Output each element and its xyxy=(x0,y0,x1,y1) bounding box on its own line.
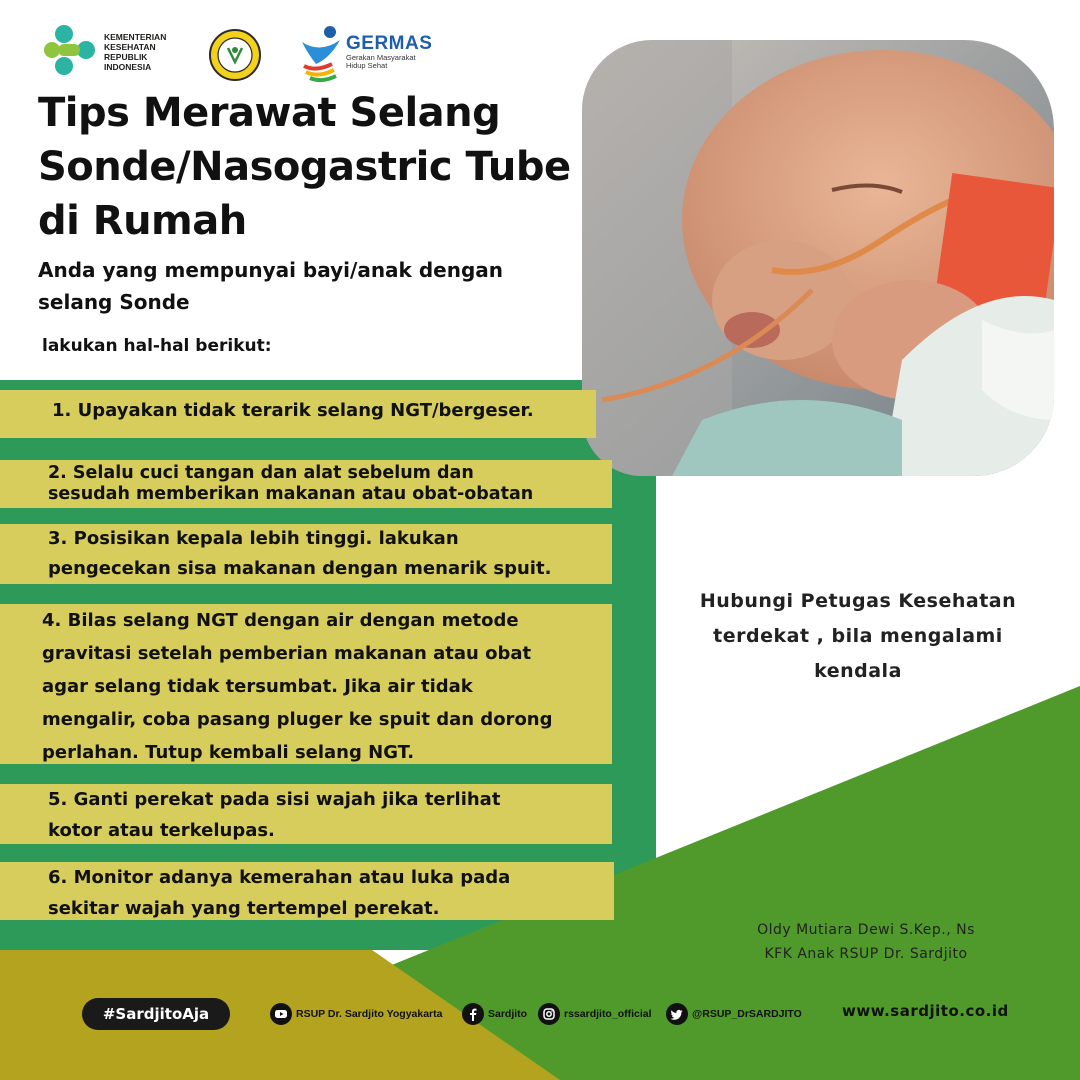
germas-figure-icon xyxy=(296,24,346,84)
title-line: Sonde/Nasogastric Tube xyxy=(38,144,571,190)
website-link[interactable]: www.sardjito.co.id xyxy=(842,1002,1009,1020)
germas-wordmark: GERMAS Gerakan Masyarakat Hidup Sehat xyxy=(346,33,433,70)
page-title xyxy=(38,86,598,248)
facebook-link[interactable]: Sardjito xyxy=(462,1002,527,1026)
tip-item-4: 4. Bilas selang NGT dengan air dengan metode gravitasi setelah pemberian makanan atau obat agar selang tidak tersumbat. Jika air tidak mengalir, coba pasang pluger ke spuit dan dorong perlahan. Tutup kembali selang NGT. xyxy=(0,604,612,764)
kemenkes-wordmark: KEMENTERIAN KESEHATAN REPUBLIK INDONESIA xyxy=(104,32,167,72)
hashtag-badge: #SardjitoAja xyxy=(82,998,230,1030)
instagram-link[interactable]: rssardjito_official xyxy=(538,1002,652,1026)
youtube-icon xyxy=(270,1003,292,1025)
title-line: di Rumah xyxy=(38,198,247,244)
facebook-icon xyxy=(462,1003,484,1025)
baby-photo xyxy=(582,40,1054,476)
tip-item-2: 2. Selalu cuci tangan dan alat sebelum dan sesudah memberikan makanan atau obat-obatan xyxy=(0,460,612,508)
author-credit xyxy=(706,918,1026,966)
instagram-icon xyxy=(538,1003,560,1025)
twitter-icon xyxy=(666,1003,688,1025)
contact-note: Hubungi Petugas Kesehatan terdekat , bila mengalami kendala xyxy=(699,590,1017,682)
youtube-link[interactable]: RSUP Dr. Sardjito Yogyakarta xyxy=(270,1002,442,1026)
sardjito-seal-icon xyxy=(208,28,262,82)
author-role: KFK Anak RSUP Dr. Sardjito xyxy=(764,946,968,962)
author-name: Oldy Mutiara Dewi S.Kep., Ns xyxy=(757,922,975,938)
subtitle: Anda yang mempunyai bayi/anak dengan selang Sonde xyxy=(38,258,503,314)
twitter-link[interactable]: @RSUP_DrSARDJITO xyxy=(666,1002,802,1026)
tip-item-1: 1. Upayakan tidak terarik selang NGT/bergeser. xyxy=(0,390,596,438)
tip-item-3: 3. Posisikan kepala lebih tinggi. lakukan pengecekan sisa makanan dengan menarik spuit. xyxy=(0,524,612,584)
kemenkes-cross-icon xyxy=(42,22,98,78)
tip-item-5: 5. Ganti perekat pada sisi wajah jika terlihat kotor atau terkelupas. xyxy=(0,784,612,844)
title-line: Tips Merawat Selang xyxy=(38,90,501,136)
tip-item-6: 6. Monitor adanya kemerahan atau luka pada sekitar wajah yang tertempel perekat. xyxy=(0,862,614,920)
logo-bar xyxy=(42,22,462,86)
lead-text: lakukan hal-hal berikut: xyxy=(42,336,272,356)
